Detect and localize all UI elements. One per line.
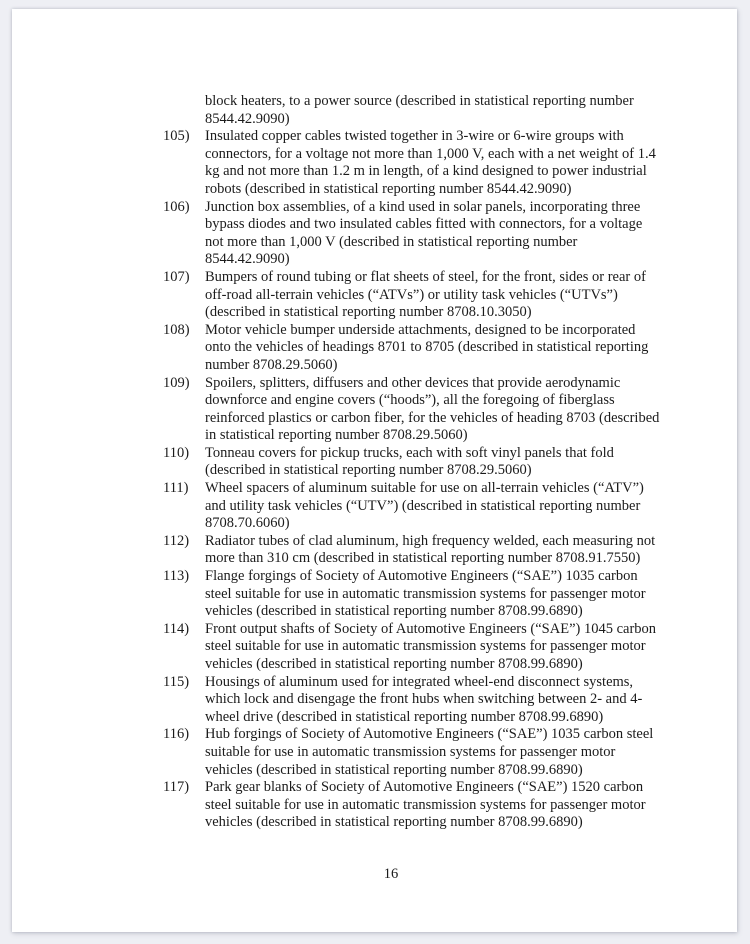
text-line: not more than 1,000 V (described in statistical reporting number bbox=[205, 233, 578, 250]
text-line: in statistical reporting number 8708.29.5060) bbox=[205, 427, 468, 444]
item-number: 105) bbox=[163, 128, 190, 145]
text-line: 8544.42.9090) bbox=[205, 110, 290, 127]
item-number: 116) bbox=[163, 726, 190, 743]
text-line: steel suitable for use in automatic transmission systems for passenger motor bbox=[205, 638, 646, 655]
text-line: robots (described in statistical reporting number 8544.42.9090) bbox=[205, 180, 572, 197]
text-line: and utility task vehicles (“UTV”) (described in statistical reporting number bbox=[205, 497, 641, 514]
text-line: (described in statistical reporting number 8708.10.3050) bbox=[205, 304, 532, 321]
text-line: Housings of aluminum used for integrated wheel-end disconnect systems, bbox=[205, 673, 634, 690]
list-item bbox=[163, 568, 659, 621]
text-line: vehicles (described in statistical reporting number 8708.99.6890) bbox=[205, 656, 583, 672]
item-text bbox=[205, 269, 646, 322]
text-line: block heaters, to a power source (described in statistical reporting number bbox=[205, 93, 634, 109]
item-number: 106) bbox=[163, 198, 190, 215]
item-number: 110) bbox=[163, 444, 190, 461]
text-line: Bumpers of round tubing or flat sheets of steel, for the front, sides or rear of bbox=[205, 268, 646, 285]
list-item bbox=[163, 621, 659, 674]
list-item bbox=[163, 445, 659, 480]
list-item bbox=[163, 674, 659, 727]
list-item bbox=[163, 480, 659, 533]
text-line: Tonneau covers for pickup trucks, each with soft vinyl panels that fold bbox=[205, 444, 614, 461]
item-text bbox=[205, 375, 659, 445]
item-number: 117) bbox=[163, 779, 190, 796]
list-item bbox=[163, 726, 659, 779]
text-line: Wheel spacers of aluminum suitable for use on all-terrain vehicles (“ATV”) bbox=[205, 480, 644, 497]
item-text bbox=[205, 533, 655, 568]
item-text bbox=[205, 128, 656, 198]
item-text bbox=[205, 779, 646, 832]
list-item bbox=[163, 322, 659, 375]
item-number: 114) bbox=[163, 620, 190, 637]
item-text bbox=[205, 322, 648, 375]
list-item bbox=[163, 93, 659, 128]
text-line: Motor vehicle bumper underside attachments, designed to be incorporated bbox=[205, 321, 636, 338]
text-line: onto the vehicles of headings 8701 to 8705 (described in statistical reporting bbox=[205, 339, 649, 356]
item-number: 115) bbox=[163, 673, 190, 690]
item-text bbox=[205, 674, 642, 727]
page-footer bbox=[12, 866, 737, 884]
text-line: Junction box assemblies, of a kind used in solar panels, incorporating three bbox=[205, 198, 641, 215]
text-line: Flange forgings of Society of Automotive Engineers (“SAE”) 1035 carbon bbox=[205, 568, 638, 585]
item-text bbox=[205, 480, 644, 533]
item-text bbox=[205, 445, 614, 480]
item-list bbox=[163, 93, 659, 832]
page-number: 16 bbox=[383, 866, 399, 882]
item-number: 113) bbox=[163, 568, 190, 585]
list-item bbox=[163, 269, 659, 322]
text-line: vehicles (described in statistical reporting number 8708.99.6890) bbox=[205, 603, 583, 620]
item-text bbox=[205, 199, 642, 269]
text-line: bypass diodes and two insulated cables fitted with connectors, for a voltage bbox=[205, 216, 643, 233]
text-line: steel suitable for use in automatic transmission systems for passenger motor bbox=[205, 585, 646, 602]
text-line: Spoilers, splitters, diffusers and other devices that provide aerodynamic bbox=[205, 374, 621, 391]
text-line: Insulated copper cables twisted together in 3-wire or 6-wire groups with bbox=[205, 128, 624, 145]
item-number: 112) bbox=[163, 532, 190, 549]
text-line: suitable for use in automatic transmission systems for passenger motor bbox=[205, 743, 616, 760]
text-line: more than 310 cm (described in statistical reporting number 8708.91.7550) bbox=[205, 550, 641, 567]
text-line: connectors, for a voltage not more than 1,000 V, each with a net weight of 1.4 bbox=[205, 145, 656, 162]
text-line: number 8708.29.5060) bbox=[205, 356, 338, 373]
list-item bbox=[163, 199, 659, 269]
item-number: 107) bbox=[163, 268, 190, 285]
item-text bbox=[205, 568, 646, 621]
list-item bbox=[163, 375, 659, 445]
text-line: vehicles (described in statistical reporting number 8708.99.6890) bbox=[205, 761, 583, 778]
item-number: 108) bbox=[163, 321, 190, 338]
text-line: reinforced plastics or carbon fiber, for the vehicles of heading 8703 (described bbox=[205, 409, 660, 426]
list-item bbox=[163, 779, 659, 832]
item-number bbox=[163, 93, 205, 128]
text-line: 8708.70.6060) bbox=[205, 515, 290, 532]
text-line: Radiator tubes of clad aluminum, high frequency welded, each measuring not bbox=[205, 532, 656, 549]
item-text bbox=[205, 93, 634, 128]
item-text bbox=[205, 726, 653, 779]
item-number: 109) bbox=[163, 374, 190, 391]
text-line: which lock and disengage the front hubs when switching between 2- and 4- bbox=[205, 691, 643, 708]
text-line: (described in statistical reporting number 8708.29.5060) bbox=[205, 462, 532, 479]
text-line: steel suitable for use in automatic transmission systems for passenger motor bbox=[205, 796, 646, 813]
text-line: downforce and engine covers (“hoods”), all the foregoing of fiberglass bbox=[205, 392, 615, 409]
item-text bbox=[205, 621, 656, 674]
text-line: off-road all-terrain vehicles (“ATVs”) or utility task vehicles (“UTVs”) bbox=[205, 286, 618, 303]
item-number: 111) bbox=[163, 480, 189, 497]
text-line: vehicles (described in statistical reporting number 8708.99.6890) bbox=[205, 814, 583, 831]
text-line: Front output shafts of Society of Automotive Engineers (“SAE”) 1045 carbon bbox=[205, 620, 657, 637]
text-line: 8544.42.9090) bbox=[205, 251, 290, 268]
text-line: kg and not more than 1.2 m in length, of a kind designed to power industrial bbox=[205, 163, 647, 180]
text-line: Hub forgings of Society of Automotive Engineers (“SAE”) 1035 carbon steel bbox=[205, 726, 654, 743]
list-item bbox=[163, 533, 659, 568]
list-item bbox=[163, 128, 659, 198]
text-line: Park gear blanks of Society of Automotive Engineers (“SAE”) 1520 carbon bbox=[205, 779, 644, 796]
document-page bbox=[12, 9, 737, 932]
text-line: wheel drive (described in statistical reporting number 8708.99.6890) bbox=[205, 708, 604, 725]
